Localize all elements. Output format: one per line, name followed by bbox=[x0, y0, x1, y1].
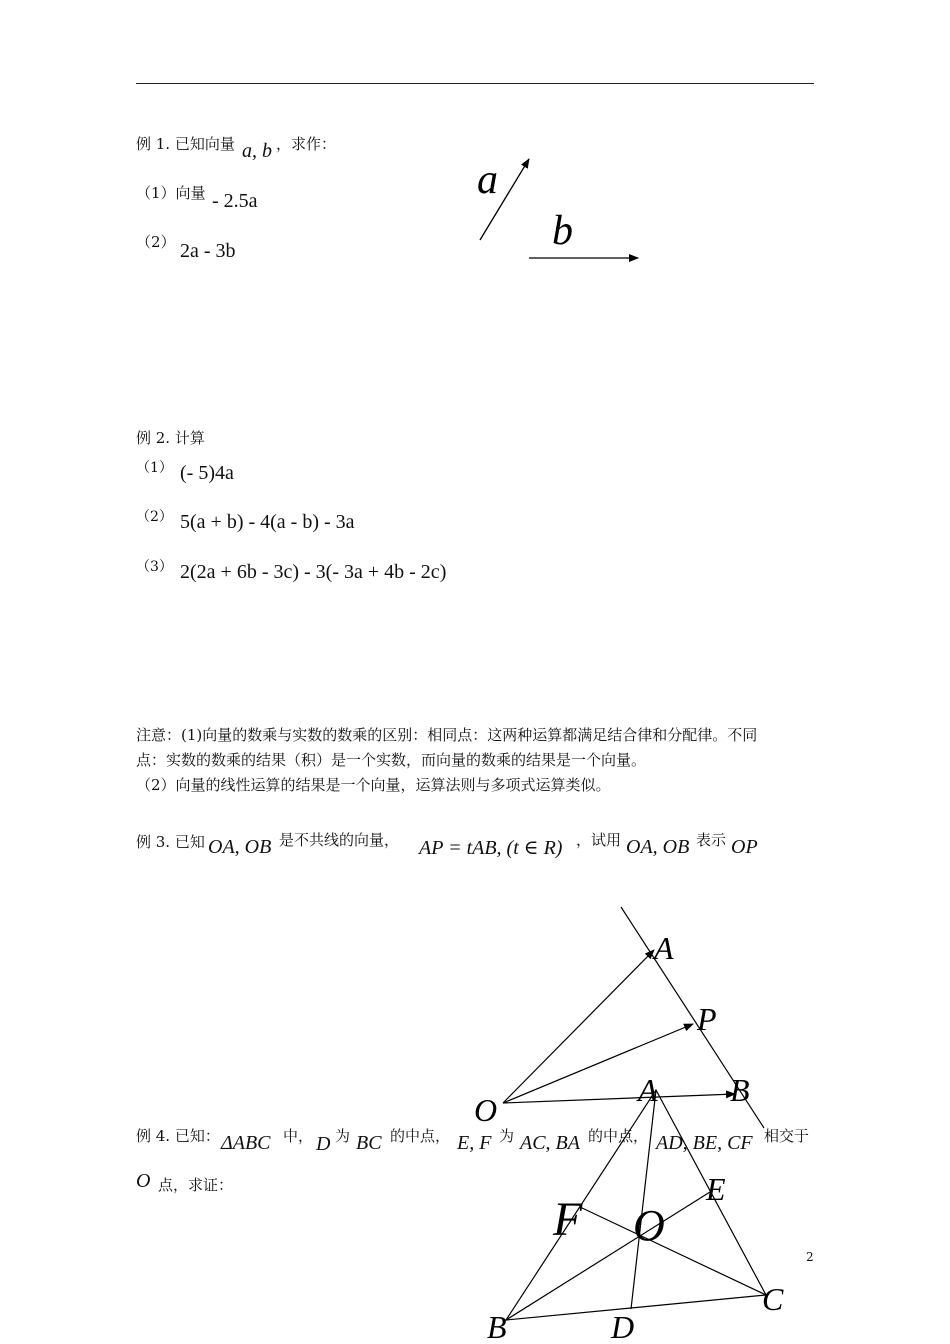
ex1-title: 例 1. 已知向量 bbox=[136, 135, 235, 153]
ex4-d: D bbox=[316, 1133, 331, 1155]
ex4-meet: 相交于 bbox=[764, 1127, 810, 1145]
fig4-label-e: E bbox=[706, 1171, 726, 1207]
fig1-label-a: a bbox=[477, 157, 498, 203]
ex3-figure bbox=[474, 907, 764, 1128]
ex4-ef: E, F bbox=[457, 1132, 492, 1154]
note-line2: 点：实数的数乘的结果（积）是一个实数，而向量的数乘的结果是一个向量。 bbox=[136, 751, 647, 769]
ex4-o: O bbox=[136, 1170, 151, 1192]
ex1-suffix: ，求作： bbox=[276, 135, 337, 153]
fig4-label-a: A bbox=[638, 1072, 658, 1108]
ex4-prove: 点，求证： bbox=[158, 1176, 234, 1194]
ex4-acba: AC, BA bbox=[520, 1132, 580, 1154]
ex3-cond: AP = tAB, (t ∈ R) bbox=[419, 837, 563, 859]
median-be bbox=[506, 1192, 710, 1320]
ex1-item2-expr: 2a - 3b bbox=[180, 240, 236, 262]
note-line1: 注意：(1)向量的数乘与实数的数乘的区别：相同点：这两种运算都满足结合律和分配律。不同 bbox=[136, 726, 758, 744]
ex2-item1-expr: (- 5)4a bbox=[180, 462, 234, 484]
ex4-title: 例 4. 已知： bbox=[136, 1127, 220, 1145]
fig1-label-b: b bbox=[552, 208, 573, 254]
note-line3: （2）向量的线性运算的结果是一个向量，运算法则与多项式运算类似。 bbox=[136, 776, 611, 794]
ex3-show: 表示 bbox=[696, 831, 727, 849]
fig4-label-f: F bbox=[553, 1193, 583, 1246]
ex1-vars: a, b bbox=[242, 140, 272, 162]
ex2-item3-label: （3） bbox=[136, 559, 173, 575]
fig3-label-b: B bbox=[730, 1072, 750, 1108]
vector-op bbox=[503, 1024, 693, 1103]
ex3-vecs2: OA, OB bbox=[626, 836, 690, 858]
ex2-item3-expr: 2(2a + 6b - 3c) - 3(- 3a + 4b - 2c) bbox=[180, 561, 447, 583]
ex4-is: 为 bbox=[335, 1127, 351, 1145]
vector-oa bbox=[503, 950, 654, 1103]
fig4-label-d: D bbox=[611, 1309, 635, 1344]
ex3-mid: 是不共线的向量， bbox=[279, 831, 400, 849]
ex1-figure bbox=[477, 157, 638, 258]
fig4-label-b: B bbox=[487, 1309, 507, 1344]
ex2-item2-expr: 5(a + b) - 4(a - b) - 3a bbox=[180, 511, 355, 533]
ex3-try: ，试用 bbox=[576, 831, 622, 849]
ex4-lines: AD, BE, CF bbox=[656, 1132, 753, 1154]
fig3-label-o: O bbox=[474, 1092, 498, 1128]
fig4-label-o: O bbox=[633, 1201, 665, 1250]
fig3-label-a: A bbox=[654, 930, 674, 966]
ex4-bc: BC bbox=[356, 1132, 382, 1154]
fig3-label-p: P bbox=[697, 1001, 717, 1037]
ex4-mid2: 的中点， bbox=[588, 1127, 649, 1145]
ex1-item1-label: （1）向量 bbox=[136, 184, 206, 202]
ex4-tri: ΔABC bbox=[221, 1132, 271, 1154]
ex4-mid1: 的中点， bbox=[390, 1127, 451, 1145]
ex3-vecs: OA, OB bbox=[208, 836, 272, 858]
ex4-is2: 为 bbox=[499, 1127, 515, 1145]
page-number: 2 bbox=[806, 1250, 814, 1264]
ex3-title: 例 3. 已知 bbox=[136, 833, 205, 851]
ex4-figure bbox=[487, 1072, 784, 1344]
ex4-in: 中， bbox=[283, 1127, 314, 1145]
ex1-item2-label: （2） bbox=[136, 233, 176, 251]
ex2-item2-label: （2） bbox=[136, 509, 173, 525]
ex2-item1-label: （1） bbox=[136, 460, 173, 476]
vector-ob bbox=[503, 1094, 735, 1103]
ex1-item1-expr: - 2.5a bbox=[212, 190, 258, 212]
fig4-label-c: C bbox=[762, 1281, 784, 1317]
ex3-target: OP bbox=[731, 836, 758, 858]
median-cf bbox=[580, 1207, 766, 1295]
ex2-title: 例 2. 计算 bbox=[136, 429, 205, 447]
